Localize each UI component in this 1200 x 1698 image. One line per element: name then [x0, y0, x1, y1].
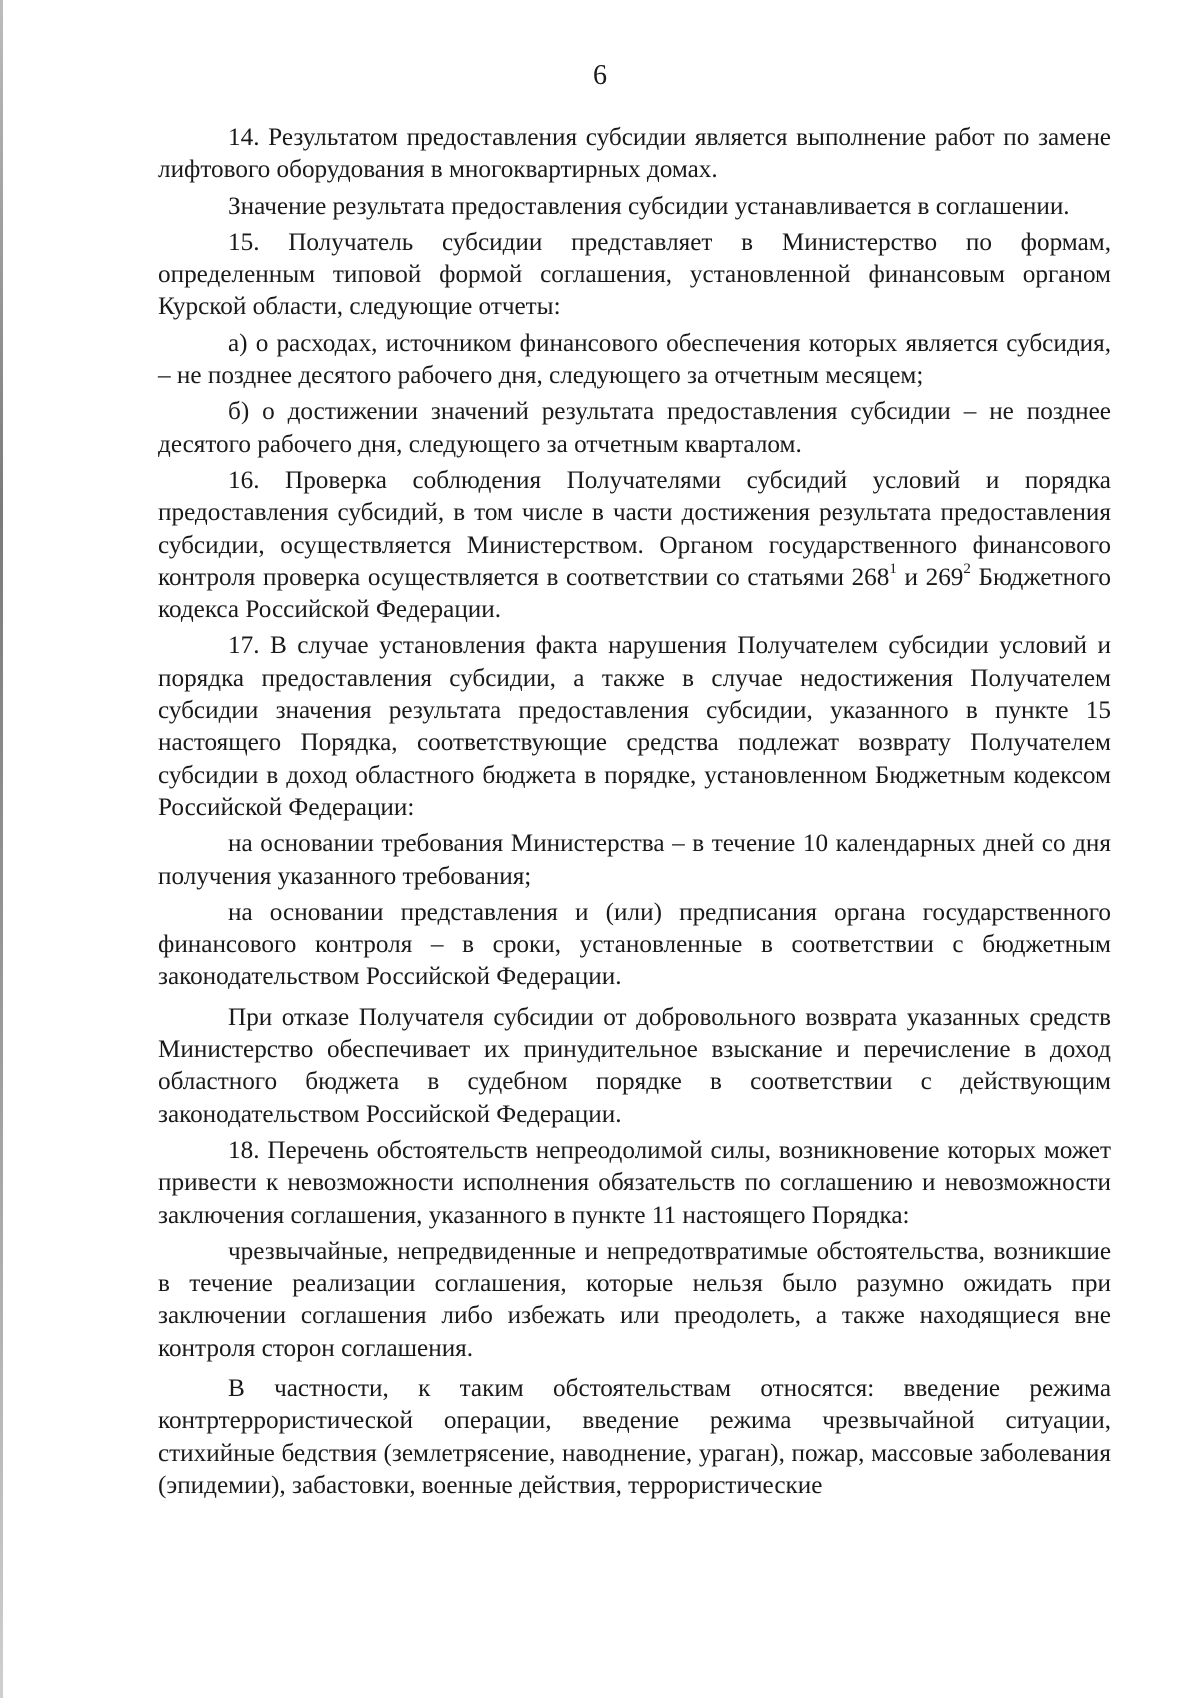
paragraph-15-item-a: а) о расходах, источником финансового обеспечения которых является субсидия, – не позднее десятого рабочего дня, следующего за отчетным месяцем;	[158, 329, 1111, 390]
paragraph-16-text-1: 16. Проверка соблюдения Получателями субсидий условий и порядка предоставления субсидий, в том числе в части достижения результата предоставления субсидии, осуществляется Министерством. Органом государственного финансового контроля проверка осуществляется в соответствии со статьями 268	[158, 466, 1111, 591]
paragraph-14-value: Значение результата предоставления субсидии устанавливается в соглашении.	[228, 192, 1070, 220]
paragraph-16-text-2: и 269	[896, 563, 964, 591]
paragraph-18-circumstances: чрезвычайные, непредвиденные и непредотвратимые обстоятельства, возникшие в течение реализации соглашения, которые нельзя было разумно ожидать при заключении соглашения либо избежать или преодолеть, а также находящиеся вне контроля сторон соглашения.	[158, 1237, 1111, 1362]
paragraph-17-violation: 17. В случае установления факта нарушения Получателем субсидии условий и порядка предоставления субсидии, а также в случае недостижения Получателем субсидии значения результата предоставления субсидии, указанного в пункте 15 настоящего Порядка, соответствующие средства подлежат возврату Получателем субсидии в доход областного бюджета в порядке, установленном Бюджетным кодексом Российской Федерации:	[158, 632, 1111, 821]
paragraph-14-result: 14. Результатом предоставления субсидии является выполнение работ по замене лифтового оборудования в многоквартирных домах.	[158, 124, 1111, 184]
paragraph-15-reports: 15. Получатель субсидии представляет в Министерство по формам, определенным типовой формой соглашения, установленной финансовым органом Курской области, следующие отчеты:	[158, 228, 1111, 321]
paragraph-17-refusal: При отказе Получателя субсидии от добровольного возврата указанных средств Министерство обеспечивает их принудительное взыскание и перечисление в доход областного бюджета в судебном порядке в соответствии с действующим законодательством Российской Федерации.	[158, 1003, 1111, 1128]
paragraph-18-force-majeure: 18. Перечень обстоятельств непреодолимой силы, возникновение которых может привести к невозможности исполнения обязательств по соглашению и невозможности заключения соглашения, указанного в пункте 11 настоящего Порядка:	[158, 1136, 1111, 1229]
paragraph-17-ministry-request: на основании требования Министерства – в течение 10 календарных дней со дня получения указанного требования;	[158, 830, 1111, 890]
scan-edge	[0, 0, 3, 1698]
document-body	[158, 122, 1111, 1502]
paragraph-16-control	[158, 465, 1111, 626]
paragraph-15-item-b: б) о достижении значений результата предоставления субсидии – не позднее десятого рабочего дня, следующего за отчетным кварталом.	[158, 398, 1111, 458]
superscript-2: 2	[963, 561, 971, 578]
superscript-1: 1	[889, 561, 897, 578]
paragraph-16-text-3: Бюджетного кодекса Российской Федерации.	[158, 563, 1111, 624]
paragraph-18-examples: В частности, к таким обстоятельствам относятся: введение режима контртеррористической операции, введение режима чрезвычайной ситуации, стихийные бедствия (землетрясение, наводнение, ураган), пожар, массовые заболевания (эпидемии), забастовки, военные действия, террористические	[158, 1374, 1111, 1499]
page-number: 6	[593, 60, 607, 91]
paragraph-17-control-order: на основании представления и (или) предписания органа государственного финансового контроля – в сроки, установленные в соответствии с бюджетным законодательством Российской Федерации.	[158, 898, 1111, 991]
